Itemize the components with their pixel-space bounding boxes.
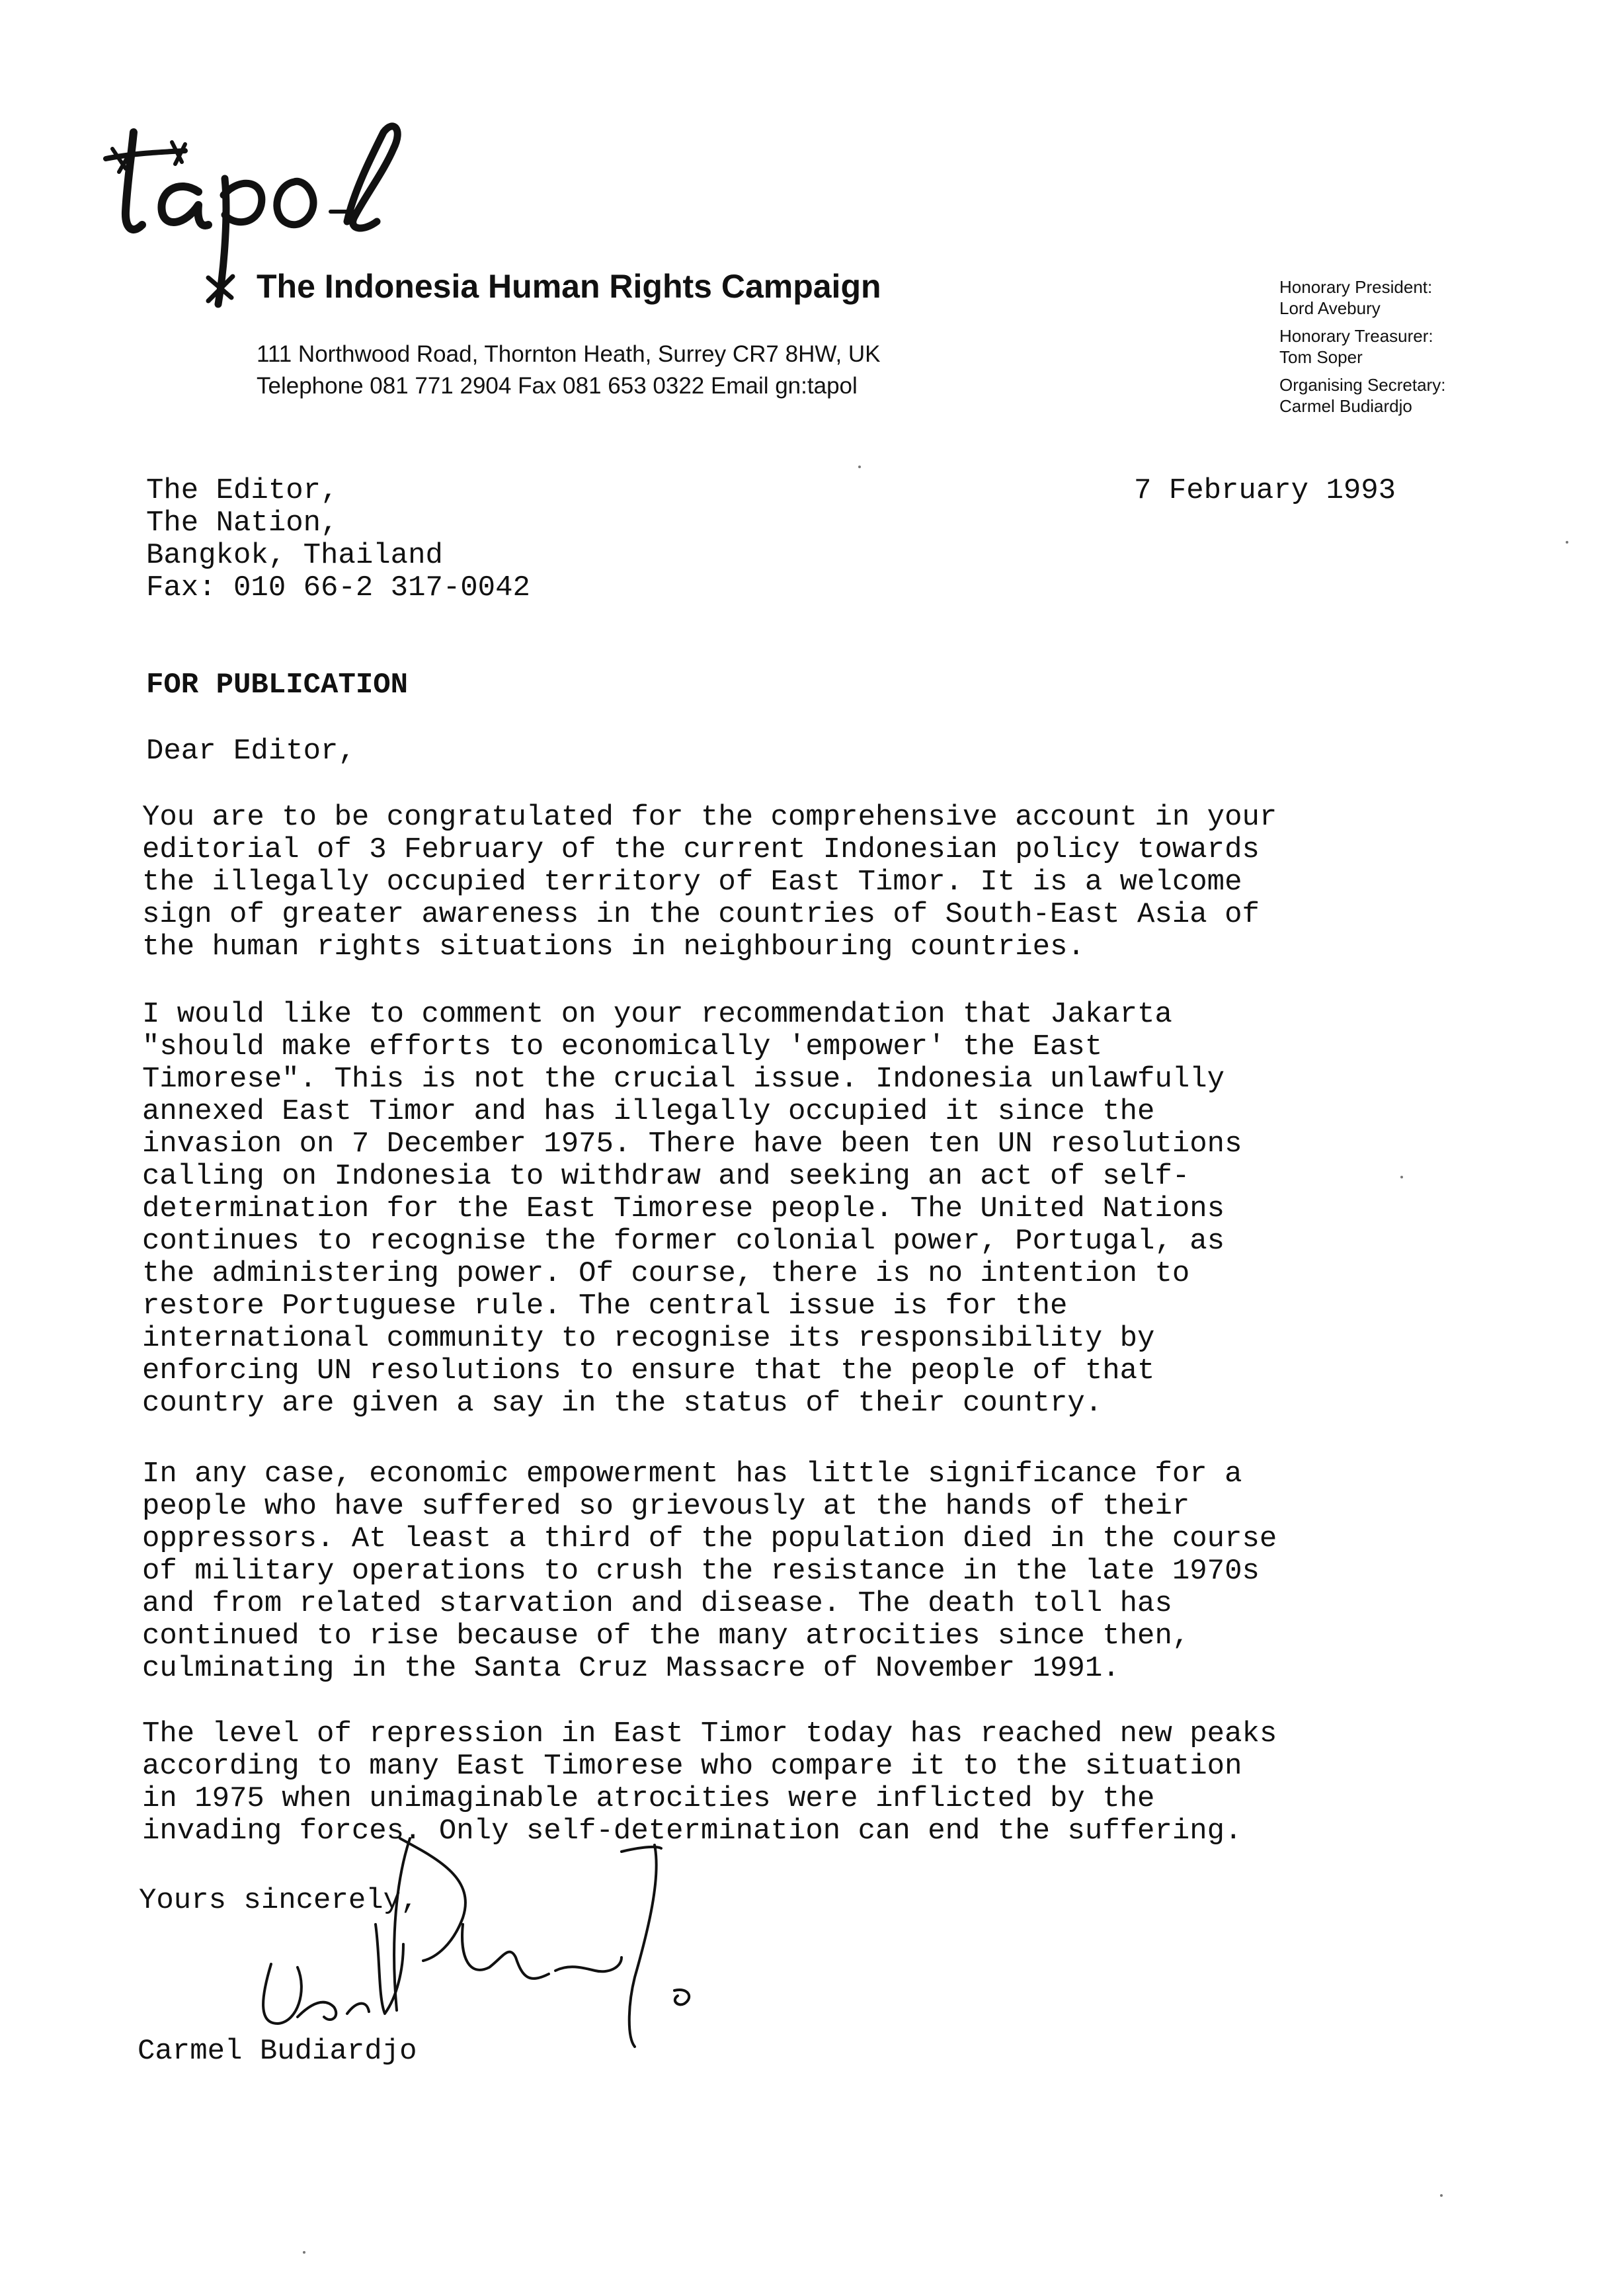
officer-name: Tom Soper — [1279, 347, 1363, 367]
officer-role: Organising Secretary: — [1279, 375, 1446, 395]
paragraph-line: annexed East Timor and has illegally occupied it since the — [142, 1095, 1155, 1128]
closing: Yours sincerely, — [139, 1884, 419, 1917]
paragraph-line: The level of repression in East Timor today has reached new peaks — [142, 1717, 1277, 1750]
paragraph-line: calling on Indonesia to withdraw and seeking an act of self- — [142, 1160, 1190, 1193]
paragraph-line: sign of greater awareness in the countries of South-East Asia of — [142, 898, 1260, 931]
paragraph-line: Timorese". This is not the crucial issue. Indonesia unlawfully — [142, 1063, 1225, 1096]
paragraph-line: invading forces. Only self-determination can end the suffering. — [142, 1815, 1242, 1848]
org-name: The Indonesia Human Rights Campaign — [257, 268, 881, 305]
paragraph-line: the administering power. Of course, there is no intention to — [142, 1257, 1190, 1290]
paragraph-line: invasion on 7 December 1975. There have been ten UN resolutions — [142, 1128, 1242, 1161]
salutation: Dear Editor, — [146, 735, 356, 768]
paragraph-line: the illegally occupied territory of East Timor. It is a welcome — [142, 866, 1242, 899]
recipient-line: The Nation, — [146, 507, 339, 540]
recipient-line: The Editor, — [146, 474, 339, 507]
paragraph-line: international community to recognise its responsibility by — [142, 1322, 1155, 1355]
paragraph-line: You are to be congratulated for the comprehensive account in your — [142, 801, 1277, 834]
paragraph-line: culminating in the Santa Cruz Massacre of November 1991. — [142, 1652, 1120, 1685]
paragraph-line: oppressors. At least a third of the population died in the course — [142, 1522, 1277, 1555]
paragraph-line: country are given a say in the status of their country. — [142, 1387, 1103, 1420]
paragraph-line: In any case, economic empowerment has little significance for a — [142, 1457, 1242, 1491]
paragraph-line: enforcing UN resolutions to ensure that the people of that — [142, 1354, 1155, 1387]
paragraph-line: determination for the East Timorese people. The United Nations — [142, 1192, 1225, 1225]
paragraph-line: of military operations to crush the resistance in the late 1970s — [142, 1555, 1260, 1588]
paragraph-line: "should make efforts to economically 'empower' the East — [142, 1030, 1103, 1063]
recipient-fax: Fax: 010 66-2 317-0042 — [146, 571, 530, 604]
officer-name: Carmel Budiardjo — [1279, 396, 1412, 416]
address-line: 111 Northwood Road, Thornton Heath, Surrey CR7 8HW, UK — [257, 341, 881, 367]
officer-role: Honorary President: — [1279, 277, 1433, 297]
officer-role: Honorary Treasurer: — [1279, 326, 1433, 346]
recipient-line: Bangkok, Thailand — [146, 539, 443, 572]
signatory-name: Carmel Budiardjo — [138, 2035, 417, 2068]
contact-line: Telephone 081 771 2904 Fax 081 653 0322 Email gn:tapol — [257, 373, 858, 399]
paragraph-line: restore Portuguese rule. The central issue is for the — [142, 1290, 1068, 1323]
paragraph-line: continues to recognise the former colonial power, Portugal, as — [142, 1225, 1225, 1258]
paragraph-line: in 1975 when unimaginable atrocities were inflicted by the — [142, 1782, 1155, 1815]
paragraph-line: editorial of 3 February of the current Indonesian policy towards — [142, 833, 1260, 866]
officer-name: Lord Avebury — [1279, 298, 1381, 318]
paragraph-line: people who have suffered so grievously at the hands of their — [142, 1490, 1190, 1523]
letter-date: 7 February 1993 — [1134, 474, 1396, 507]
paragraph-line: continued to rise because of the many atrocities since then, — [142, 1620, 1190, 1653]
paragraph-line: I would like to comment on your recommendation that Jakarta — [142, 998, 1172, 1031]
paragraph-line: and from related starvation and disease. The death toll has — [142, 1587, 1172, 1620]
paragraph-line: the human rights situations in neighbouring countries. — [142, 930, 1085, 964]
publication-label: FOR PUBLICATION — [146, 669, 409, 702]
paragraph-line: according to many East Timorese who compare it to the situation — [142, 1750, 1242, 1783]
